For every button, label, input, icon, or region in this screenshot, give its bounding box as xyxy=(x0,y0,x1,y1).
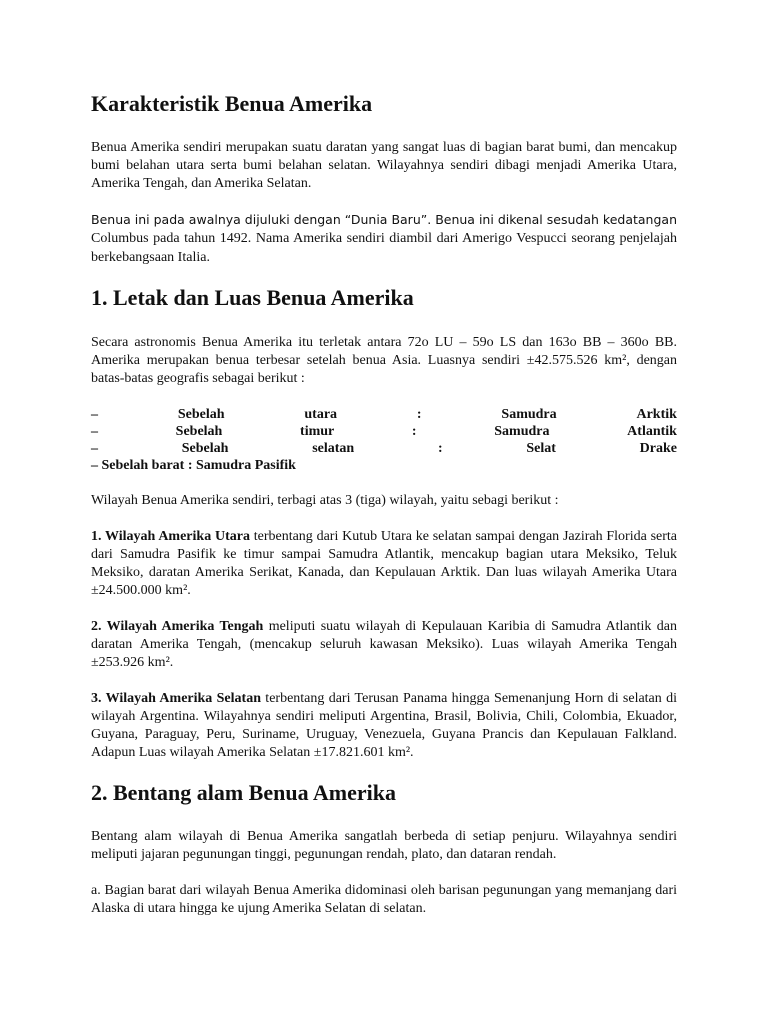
section-2-paragraph-1: Bentang alam wilayah di Benua Amerika sangatlah berbeda di setiap penjuru. Wilayahnya sendiri meliputi jajaran pegunungan tinggi, pegunungan rendah, plato, dan dataran rendah. xyxy=(91,829,677,863)
boundary-cell: – xyxy=(91,423,98,439)
boundary-cell: Sebelah xyxy=(175,423,223,439)
document-content xyxy=(91,91,677,936)
boundary-cell: utara xyxy=(304,406,338,422)
region-south-america xyxy=(91,690,677,762)
region-text: meliputi suatu wilayah di Kepulauan Karibia di Samudra Atlantik dan daratan Amerika Tengah, (mencakup seluruh kawasan Meksiko). Luas wilayah Amerika Tengah ±253.926 km². xyxy=(91,618,677,670)
boundary-list xyxy=(91,406,677,474)
boundary-cell: – xyxy=(91,406,98,422)
boundary-cell: Atlantik xyxy=(627,423,677,439)
boundary-row-west: – Sebelah barat : Samudra Pasifik xyxy=(91,457,296,473)
section-1-paragraph-2: Wilayah Benua Amerika sendiri, terbagi atas 3 (tiga) wilayah, yaitu sebagi berikut : xyxy=(91,492,559,508)
boundary-cell: : xyxy=(416,406,422,422)
boundary-cell: : xyxy=(437,440,443,456)
section-2-paragraph-2: a. Bagian barat dari wilayah Benua Amerika didominasi oleh barisan pegunungan yang memanjang dari Alaska di utara hingga ke ujung Amerika Selatan di selatan. xyxy=(91,883,677,917)
boundary-cell: timur xyxy=(300,423,335,439)
intro-paragraph-2-part-b: Columbus pada tahun 1492. Nama Amerika sendiri diambil dari Amerigo Vespucci seorang penjelajah berkebangsaan Italia. xyxy=(91,231,677,266)
intro-paragraph-2 xyxy=(91,211,677,267)
boundary-row-north xyxy=(91,406,677,423)
section-1-heading: 1. Letak dan Luas Benua Amerika xyxy=(91,285,414,311)
boundary-cell: Drake xyxy=(639,440,677,456)
boundary-cell: – xyxy=(91,440,98,456)
boundary-cell: Sebelah xyxy=(181,440,229,456)
boundary-cell: Samudra xyxy=(494,423,550,439)
region-central-america xyxy=(91,618,677,672)
section-2-heading: 2. Bentang alam Benua Amerika xyxy=(91,779,396,805)
region-label: 1. Wilayah Amerika Utara xyxy=(91,528,250,544)
region-text: terbentang dari Kutub Utara ke selatan sampai dengan Jazirah Florida serta dari Samudra Pasifik ke timur sampai Samudra Atlantik, mencakup bagian utara Meksiko, Teluk Meksiko, daratan Amerika Serikat, Kanada, dan Kepulauan Arktik. Dan luas wilayah Amerika Utara ±24.500.000 km². xyxy=(91,528,677,598)
region-label: 2. Wilayah Amerika Tengah xyxy=(91,618,264,634)
region-north-america xyxy=(91,528,677,600)
document-title: Karakteristik Benua Amerika xyxy=(91,91,373,116)
boundary-cell: Sebelah xyxy=(177,406,225,422)
boundary-row-east xyxy=(91,423,677,440)
region-label: 3. Wilayah Amerika Selatan xyxy=(91,690,261,706)
intro-paragraph-1: Benua Amerika sendiri merupakan suatu daratan yang sangat luas di bagian barat bumi, dan mencakup bumi belahan utara serta bumi belahan selatan. Wilayahnya sendiri dibagi menjadi Amerika Utara, Amerika Tengah, dan Amerika Selatan. xyxy=(91,140,677,192)
region-text: terbentang dari Terusan Panama hingga Semenanjung Horn di selatan di wilayah Argentina. Wilayahnya sendiri meliputi Argentina, Brasil, Bolivia, Chili, Colombia, Ekuador, Guyana, Paraguay, Peru, Suriname, Uruguay, Venezuela, Guyana Prancis dan Kepulauan Falkland. Adapun Luas wilayah Amerika Selatan ±17.821.601 km². xyxy=(91,690,677,760)
boundary-cell: Arktik xyxy=(636,406,677,422)
boundary-cell: Selat xyxy=(526,440,556,456)
boundary-cell: selatan xyxy=(312,440,355,456)
section-1-paragraph-1: Secara astronomis Benua Amerika itu terletak antara 72o LU – 59o LS dan 163o BB – 360o BB. Amerika merupakan benua terbesar setelah benua Asia. Luasnya sendiri ±42.575.526 km², dengan batas-batas geografis sebagai berikut : xyxy=(91,334,677,386)
boundary-cell: Samudra xyxy=(501,406,557,422)
intro-paragraph-2-part-a: Benua ini pada awalnya dijuluki dengan “Dunia Baru”. Benua ini dikenal sesudah kedatangan xyxy=(91,212,677,228)
boundary-cell: : xyxy=(411,423,417,439)
boundary-row-south xyxy=(91,440,677,457)
